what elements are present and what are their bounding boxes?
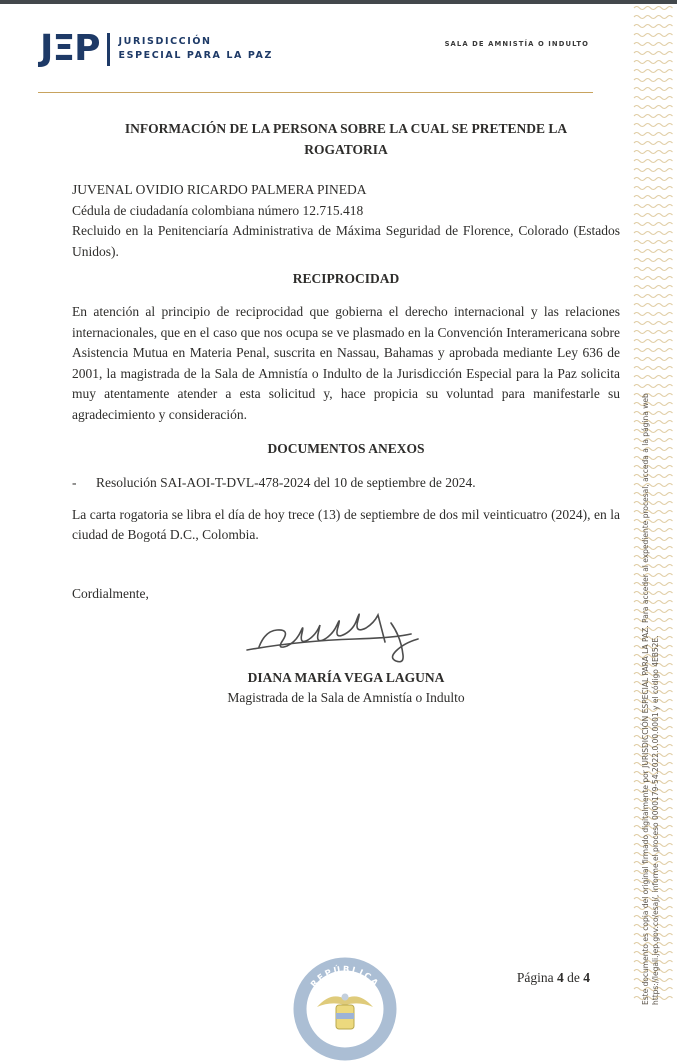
handwritten-signature-image <box>241 609 451 667</box>
document-title: INFORMACIÓN DE LA PERSONA SOBRE LA CUAL SE PRETENDE LA ROGATORIA <box>124 121 568 157</box>
screenshot-top-bar <box>0 0 677 4</box>
annex-bullet: - <box>72 475 77 490</box>
signatory-name: DIANA MARÍA VEGA LAGUNA <box>247 670 445 685</box>
jep-logo-wordmark <box>119 35 273 64</box>
signature-block <box>72 609 620 708</box>
signatory-role: Magistrada de la Sala de Amnistía o Indulto <box>227 690 465 705</box>
jep-logo-acronym: JΞP <box>40 28 100 69</box>
republic-coat-of-arms-seal <box>293 957 397 1061</box>
person-name: JUVENAL OVIDIO RICARDO PALMERA PINEDA <box>72 182 367 197</box>
chamber-label: SALA DE AMNISTÍA O INDULTO <box>444 40 589 48</box>
person-info-block <box>72 180 620 262</box>
page-number <box>517 970 590 986</box>
page-number-label: Página <box>516 970 554 985</box>
logo-separator <box>107 33 110 66</box>
header-divider <box>38 92 593 93</box>
jep-logo <box>40 28 273 69</box>
stamp-line-1: Este documento es copia del original firmado digitalmente por JURISDICCIÓN ESPECIAL PARA LA PAZ. Para acceder al expediente procesal, acceda a la página web <box>641 393 650 1005</box>
farewell-text: Cordialmente, <box>72 585 149 601</box>
person-custody: Recluido en la Penitenciaría Administrativa de Máxima Seguridad de Florence, Colorado (Estados Unidos). <box>72 223 620 259</box>
page-number-separator: de <box>567 970 580 985</box>
annex-list-item <box>72 473 620 494</box>
jep-logo-line2: ESPECIAL PARA LA PAZ <box>118 50 273 61</box>
reciprocity-paragraph: En atención al principio de reciprocidad que gobierna el derecho internacional y las relaciones internacionales, que en el caso que nos ocupa se ve plasmado en la Convención Interamericana sobre Asistencia Mutua en Materia Penal, suscrita en Nassau, Bahamas y aprobada mediante Ley 636 de 2001, la magistrada de la Sala de Amnistía o Indulto de la Jurisdicción Especial para la Paz solicita muy atentamente atender a esta solicitud y, hace propicia su voluntad para manifestarle su agradecimiento y consideración. <box>72 304 620 422</box>
jep-logo-line1: JURISDICCIÓN <box>118 35 212 47</box>
closing-paragraph: La carta rogatoria se libra el día de hoy trece (13) de septiembre de dos mil veinticuatro (2024), en la ciudad de Bogotá D.C., Colombia. <box>72 506 620 542</box>
annexes-heading: DOCUMENTOS ANEXOS <box>267 441 425 456</box>
annex-item-text: Resolución SAI-AOI-T-DVL-478-2024 del 10 de septiembre de 2024. <box>96 475 476 490</box>
digital-signature-stamp <box>641 193 661 1005</box>
seal-arc-text: REPÚBLICA <box>309 964 381 990</box>
reciprocity-heading: RECIPROCIDAD <box>292 271 400 286</box>
person-id: Cédula de ciudadanía colombiana número 12.715.418 <box>72 202 364 218</box>
document-body <box>72 95 620 708</box>
page-number-total: 4 <box>583 970 590 985</box>
stamp-line-2: https://legali.jep.gov.co/esaj/, informe el proceso 0000179-54.2022.0.00.0001 y el código 4EB52E. <box>651 635 660 1005</box>
page-number-current: 4 <box>557 970 564 985</box>
